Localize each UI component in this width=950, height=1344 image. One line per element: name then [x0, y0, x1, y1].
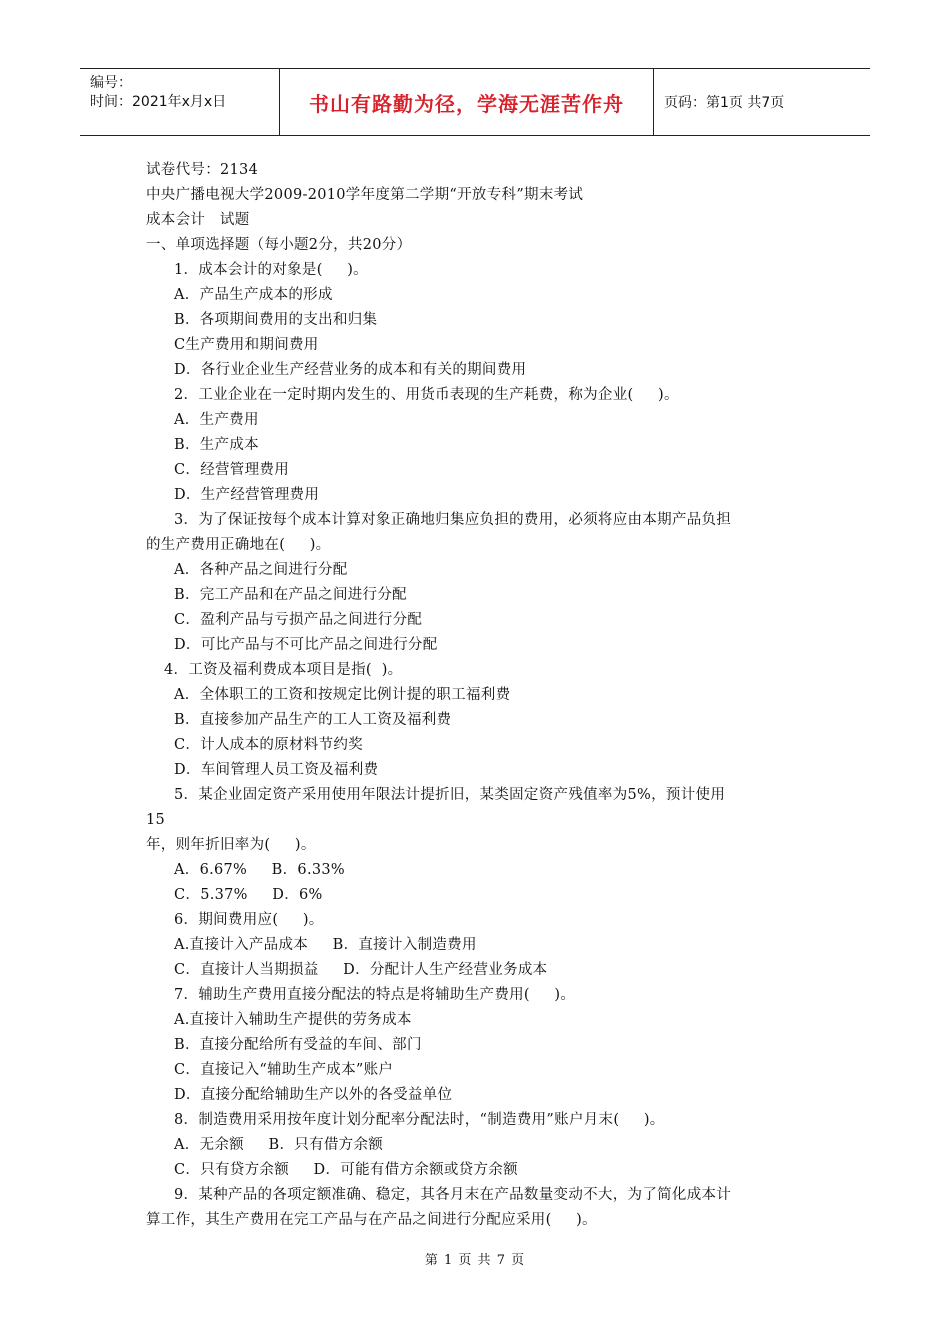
text-line: A．生产费用: [174, 412, 259, 428]
text-line: D．生产经营管理费用: [174, 487, 320, 503]
header-meta: [80, 69, 280, 135]
text-line: 一、单项选择题（每小题2分，共20分）: [146, 237, 412, 253]
text-line: A．产品生产成本的形成: [174, 287, 333, 303]
text-line: 的生产费用正确地在( )。: [146, 537, 331, 553]
text-line: 算工作，其生产费用在完工产品与在产品之间进行分配应采用( )。: [146, 1212, 597, 1228]
text-line: 4．工资及福利费成本项目是指( )。: [164, 662, 403, 678]
text-line: A．6.67% B．6.33%: [174, 862, 345, 878]
text-line: A．无余额 B．只有借方余额: [174, 1137, 384, 1153]
exam-body: [146, 158, 816, 1233]
page-footer: 第 1 页 共 7 页: [424, 1253, 526, 1268]
text-line: 15: [146, 812, 166, 828]
text-line: 9．某种产品的各项定额准确、稳定，其各月末在产品数量变动不大，为了简化成本计: [174, 1187, 732, 1203]
header-code-label: 编号：: [90, 75, 132, 91]
text-line: 8．制造费用采用按年度计划分配率分配法时，“制造费用”账户月末( )。: [174, 1112, 665, 1128]
text-line: 年，则年折旧率为( )。: [146, 837, 316, 853]
text-line: D．可比产品与不可比产品之间进行分配: [174, 637, 438, 653]
header-motto: 书山有路勤为径，学海无涯苦作舟: [280, 69, 654, 135]
text-line: A．全体职工的工资和按规定比例计提的职工福利费: [174, 687, 511, 703]
text-line: B．直接参加产品生产的工人工资及福利费: [174, 712, 452, 728]
text-line: D．车间管理人员工资及福利费: [174, 762, 379, 778]
text-line: A.直接计入产品成本 B．直接计入制造费用: [174, 937, 477, 953]
text-line: C．直接计人当期损益 D．分配计人生产经营业务成本: [174, 962, 548, 978]
text-line: 5．某企业固定资产采用使用年限法计提折旧，某类固定资产残值率为5%，预计使用: [174, 787, 726, 803]
text-line: C．5.37% D．6%: [174, 887, 323, 903]
text-line: C．经营管理费用: [174, 462, 289, 478]
text-line: B．直接分配给所有受益的车间、部门: [174, 1037, 422, 1053]
text-line: A.直接计入辅助生产提供的劳务成本: [174, 1012, 412, 1028]
text-line: 试卷代号：2134: [146, 162, 259, 178]
text-line: D．直接分配给辅助生产以外的各受益单位: [174, 1087, 453, 1103]
text-line: 7．辅助生产费用直接分配法的特点是将辅助生产费用( )。: [174, 987, 576, 1003]
text-line: C．盈利产品与亏损产品之间进行分配: [174, 612, 423, 628]
text-line: 中央广播电视大学2009-2010学年度第二学期“开放专科”期末考试: [146, 187, 584, 203]
text-line: 2．工业企业在一定时期内发生的、用货币表现的生产耗费，称为企业( )。: [174, 387, 679, 403]
text-line: B．生产成本: [174, 437, 259, 453]
header-date-label: 时间：2021年x月x日: [90, 94, 227, 110]
text-line: 6．期间费用应( )。: [174, 912, 324, 928]
text-line: B．各项期间费用的支出和归集: [174, 312, 378, 328]
text-line: B．完工产品和在产品之间进行分配: [174, 587, 407, 603]
text-line: C生产费用和期间费用: [174, 337, 319, 353]
text-line: 3．为了保证按每个成本计算对象正确地归集应负担的费用，必须将应由本期产品负担: [174, 512, 732, 528]
text-line: C．只有贷方余额 D．可能有借方余额或贷方余额: [174, 1162, 518, 1178]
text-line: 成本会计 试题: [146, 212, 250, 228]
text-line: C．计人成本的原材料节约奖: [174, 737, 363, 753]
header-page-label: 页码：第1页 共7页: [664, 95, 785, 111]
text-line: D．各行业企业生产经营业务的成本和有关的期间费用: [174, 362, 527, 378]
text-line: 1．成本会计的对象是( )。: [174, 262, 368, 278]
text-line: C．直接记入“辅助生产成本”账户: [174, 1062, 394, 1078]
page-header: [80, 68, 870, 136]
text-line: A．各种产品之间进行分配: [174, 562, 348, 578]
